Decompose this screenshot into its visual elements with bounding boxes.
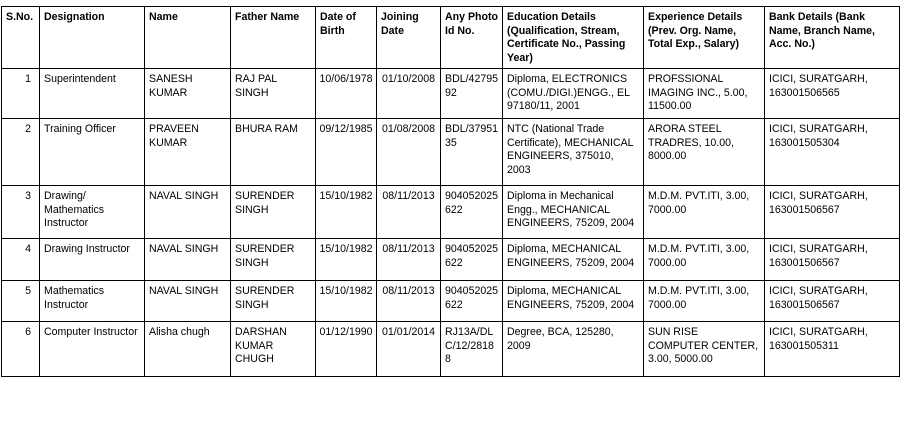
cell-bank: ICICI, SURATGARH, 163001505304 xyxy=(765,119,900,186)
cell-education: Degree, BCA, 125280, 2009 xyxy=(503,322,644,377)
header-designation: Designation xyxy=(40,7,145,69)
cell-experience: ARORA STEEL TRADRES, 10.00, 8000.00 xyxy=(644,119,765,186)
staff-details-table xyxy=(1,6,900,377)
cell-joining-date: 08/11/2013 xyxy=(377,186,441,239)
cell-designation: Training Officer xyxy=(40,119,145,186)
table-row xyxy=(2,239,900,281)
header-photo-id: Any Photo Id No. xyxy=(441,7,503,69)
cell-joining-date: 08/11/2013 xyxy=(377,239,441,281)
cell-photo-id: 904052025622 xyxy=(441,186,503,239)
cell-joining-date: 08/11/2013 xyxy=(377,281,441,322)
cell-photo-id: 904052025622 xyxy=(441,239,503,281)
cell-name: NAVAL SINGH xyxy=(145,186,231,239)
header-sno: S.No. xyxy=(2,7,40,69)
table-row xyxy=(2,69,900,119)
cell-name: NAVAL SINGH xyxy=(145,239,231,281)
cell-photo-id: 904052025622 xyxy=(441,281,503,322)
cell-designation: Superintendent xyxy=(40,69,145,119)
cell-sno: 3 xyxy=(2,186,40,239)
cell-bank: ICICI, SURATGARH, 163001505311 xyxy=(765,322,900,377)
cell-bank: ICICI, SURATGARH, 163001506567 xyxy=(765,239,900,281)
cell-experience: PROFSSIONAL IMAGING INC., 5.00, 11500.00 xyxy=(644,69,765,119)
header-experience-details: Experience Details (Prev. Org. Name, Total Exp., Salary) xyxy=(644,7,765,69)
cell-name: Alisha chugh xyxy=(145,322,231,377)
cell-father-name: RAJ PAL SINGH xyxy=(231,69,316,119)
table-row xyxy=(2,186,900,239)
cell-date-of-birth: 15/10/1982 xyxy=(316,239,377,281)
cell-sno: 5 xyxy=(2,281,40,322)
cell-date-of-birth: 15/10/1982 xyxy=(316,281,377,322)
table-header-row xyxy=(2,7,900,69)
cell-date-of-birth: 10/06/1978 xyxy=(316,69,377,119)
cell-joining-date: 01/01/2014 xyxy=(377,322,441,377)
cell-father-name: SURENDER SINGH xyxy=(231,186,316,239)
cell-designation: Computer Instructor xyxy=(40,322,145,377)
cell-experience: M.D.M. PVT.ITI, 3.00, 7000.00 xyxy=(644,186,765,239)
header-father-name: Father Name xyxy=(231,7,316,69)
cell-joining-date: 01/10/2008 xyxy=(377,69,441,119)
table-row xyxy=(2,322,900,377)
cell-date-of-birth: 15/10/1982 xyxy=(316,186,377,239)
cell-date-of-birth: 01/12/1990 xyxy=(316,322,377,377)
header-education-details: Education Details (Qualification, Stream, Certificate No., Passing Year) xyxy=(503,7,644,69)
cell-father-name: SURENDER SINGH xyxy=(231,281,316,322)
cell-name: NAVAL SINGH xyxy=(145,281,231,322)
cell-name: PRAVEEN KUMAR xyxy=(145,119,231,186)
cell-education: Diploma, MECHANICAL ENGINEERS, 75209, 2004 xyxy=(503,239,644,281)
cell-designation: Mathematics Instructor xyxy=(40,281,145,322)
header-date-of-birth: Date of Birth xyxy=(316,7,377,69)
cell-father-name: BHURA RAM xyxy=(231,119,316,186)
cell-education: NTC (National Trade Certificate), MECHANICAL ENGINEERS, 375010, 2003 xyxy=(503,119,644,186)
cell-experience: M.D.M. PVT.ITI, 3.00, 7000.00 xyxy=(644,239,765,281)
cell-joining-date: 01/08/2008 xyxy=(377,119,441,186)
cell-photo-id: BDL/3795135 xyxy=(441,119,503,186)
table-row xyxy=(2,281,900,322)
table-row xyxy=(2,119,900,186)
cell-sno: 2 xyxy=(2,119,40,186)
cell-education: Diploma, MECHANICAL ENGINEERS, 75209, 2004 xyxy=(503,281,644,322)
cell-father-name: SURENDER SINGH xyxy=(231,239,316,281)
cell-father-name: DARSHAN KUMAR CHUGH xyxy=(231,322,316,377)
cell-photo-id: RJ13A/DLC/12/28188 xyxy=(441,322,503,377)
cell-photo-id: BDL/4279592 xyxy=(441,69,503,119)
header-joining-date: Joining Date xyxy=(377,7,441,69)
header-name: Name xyxy=(145,7,231,69)
cell-designation: Drawing/ Mathematics Instructor xyxy=(40,186,145,239)
cell-sno: 6 xyxy=(2,322,40,377)
cell-designation: Drawing Instructor xyxy=(40,239,145,281)
cell-experience: SUN RISE COMPUTER CENTER, 3.00, 5000.00 xyxy=(644,322,765,377)
cell-name: SANESH KUMAR xyxy=(145,69,231,119)
cell-education: Diploma, ELECTRONICS (COMU./DIGI.)ENGG., EL 97180/11, 2001 xyxy=(503,69,644,119)
cell-bank: ICICI, SURATGARH, 163001506567 xyxy=(765,281,900,322)
cell-education: Diploma in Mechanical Engg., MECHANICAL ENGINEERS, 75209, 2004 xyxy=(503,186,644,239)
cell-bank: ICICI, SURATGARH, 163001506567 xyxy=(765,186,900,239)
cell-date-of-birth: 09/12/1985 xyxy=(316,119,377,186)
header-bank-details: Bank Details (Bank Name, Branch Name, Acc. No.) xyxy=(765,7,900,69)
cell-bank: ICICI, SURATGARH, 163001506565 xyxy=(765,69,900,119)
cell-sno: 1 xyxy=(2,69,40,119)
cell-sno: 4 xyxy=(2,239,40,281)
cell-experience: M.D.M. PVT.ITI, 3.00, 7000.00 xyxy=(644,281,765,322)
